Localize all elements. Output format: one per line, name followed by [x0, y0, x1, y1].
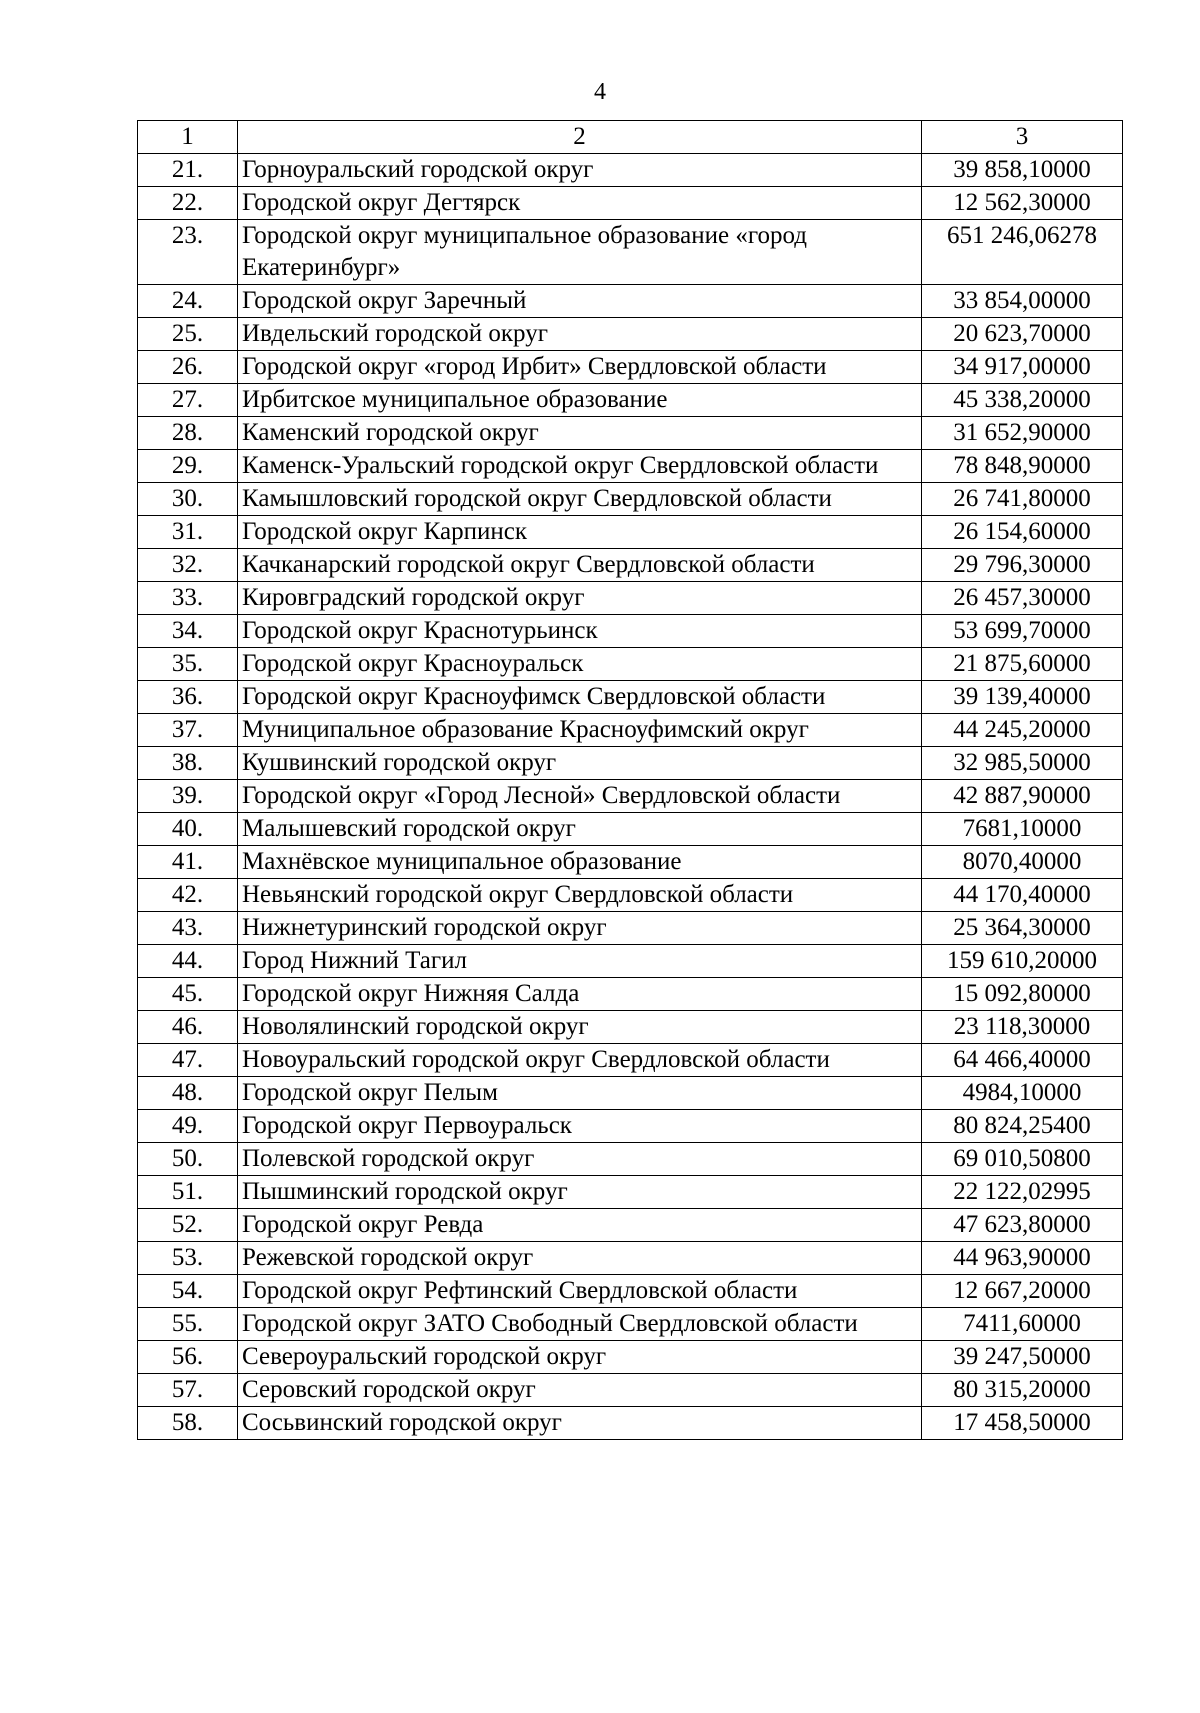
table-row [138, 813, 1123, 846]
amount-value: 42 887,90000 [922, 780, 1123, 813]
municipality-name: Новолялинский городской округ [238, 1011, 922, 1044]
table-row [138, 978, 1123, 1011]
header-col-1: 1 [138, 121, 238, 154]
row-number: 21. [138, 154, 238, 187]
row-number: 54. [138, 1275, 238, 1308]
amount-value: 34 917,00000 [922, 351, 1123, 384]
table-row [138, 1077, 1123, 1110]
amount-value: 44 963,90000 [922, 1242, 1123, 1275]
amount-value: 69 010,50800 [922, 1143, 1123, 1176]
table-row [138, 1044, 1123, 1077]
row-number: 51. [138, 1176, 238, 1209]
table-row [138, 582, 1123, 615]
table-row [138, 549, 1123, 582]
table-row [138, 879, 1123, 912]
row-number: 49. [138, 1110, 238, 1143]
municipality-name: Городской округ Первоуральск [238, 1110, 922, 1143]
table-row [138, 351, 1123, 384]
row-number: 28. [138, 417, 238, 450]
amount-value: 39 858,10000 [922, 154, 1123, 187]
row-number: 23. [138, 220, 238, 285]
row-number: 53. [138, 1242, 238, 1275]
row-number: 36. [138, 681, 238, 714]
municipality-name: Полевской городской округ [238, 1143, 922, 1176]
row-number: 31. [138, 516, 238, 549]
amount-value: 159 610,20000 [922, 945, 1123, 978]
table-row [138, 1176, 1123, 1209]
amount-value: 17 458,50000 [922, 1407, 1123, 1440]
header-col-3: 3 [922, 121, 1123, 154]
table-row [138, 648, 1123, 681]
municipality-name: Город Нижний Тагил [238, 945, 922, 978]
municipality-name: Городской округ ЗАТО Свободный Свердловской области [238, 1308, 922, 1341]
amount-value: 53 699,70000 [922, 615, 1123, 648]
municipality-name: Городской округ «Город Лесной» Свердловской области [238, 780, 922, 813]
amount-value: 78 848,90000 [922, 450, 1123, 483]
table-row [138, 945, 1123, 978]
municipality-name: Каменск-Уральский городской округ Свердловской области [238, 450, 922, 483]
amount-value: 21 875,60000 [922, 648, 1123, 681]
row-number: 42. [138, 879, 238, 912]
table-row [138, 1275, 1123, 1308]
amount-value: 64 466,40000 [922, 1044, 1123, 1077]
row-number: 35. [138, 648, 238, 681]
amount-value: 80 315,20000 [922, 1374, 1123, 1407]
page-number: 4 [594, 79, 606, 105]
row-number: 44. [138, 945, 238, 978]
table-row [138, 615, 1123, 648]
table-row [138, 780, 1123, 813]
municipality-name: Невьянский городской округ Свердловской области [238, 879, 922, 912]
amount-value: 47 623,80000 [922, 1209, 1123, 1242]
row-number: 56. [138, 1341, 238, 1374]
row-number: 52. [138, 1209, 238, 1242]
table-row [138, 483, 1123, 516]
municipality-name: Муниципальное образование Красноуфимский округ [238, 714, 922, 747]
amount-value: 32 985,50000 [922, 747, 1123, 780]
municipality-name: Городской округ Ревда [238, 1209, 922, 1242]
row-number: 40. [138, 813, 238, 846]
row-number: 24. [138, 285, 238, 318]
table-row [138, 747, 1123, 780]
amount-value: 20 623,70000 [922, 318, 1123, 351]
table-row [138, 1209, 1123, 1242]
table-row [138, 1407, 1123, 1440]
allocation-table [137, 120, 1123, 1440]
table-row [138, 516, 1123, 549]
municipality-name: Городской округ Заречный [238, 285, 922, 318]
municipality-name: Городской округ Красноуральск [238, 648, 922, 681]
municipality-name: Махнёвское муниципальное образование [238, 846, 922, 879]
table-row [138, 384, 1123, 417]
table-row [138, 450, 1123, 483]
amount-value: 7681,10000 [922, 813, 1123, 846]
row-number: 41. [138, 846, 238, 879]
municipality-name: Качканарский городской округ Свердловской области [238, 549, 922, 582]
row-number: 37. [138, 714, 238, 747]
header-col-2: 2 [238, 121, 922, 154]
amount-value: 80 824,25400 [922, 1110, 1123, 1143]
row-number: 50. [138, 1143, 238, 1176]
amount-value: 44 170,40000 [922, 879, 1123, 912]
row-number: 38. [138, 747, 238, 780]
amount-value: 12 562,30000 [922, 187, 1123, 220]
amount-value: 26 457,30000 [922, 582, 1123, 615]
table-header-row [138, 121, 1123, 154]
municipality-name: Горноуральский городской округ [238, 154, 922, 187]
amount-value: 22 122,02995 [922, 1176, 1123, 1209]
municipality-name: Городской округ «город Ирбит» Свердловской области [238, 351, 922, 384]
amount-value: 25 364,30000 [922, 912, 1123, 945]
amount-value: 39 139,40000 [922, 681, 1123, 714]
row-number: 22. [138, 187, 238, 220]
amount-value: 33 854,00000 [922, 285, 1123, 318]
municipality-name: Североуральский городской округ [238, 1341, 922, 1374]
row-number: 34. [138, 615, 238, 648]
table-row [138, 1341, 1123, 1374]
amount-value: 8070,40000 [922, 846, 1123, 879]
table-row [138, 1308, 1123, 1341]
amount-value: 15 092,80000 [922, 978, 1123, 1011]
municipality-name: Городской округ Нижняя Салда [238, 978, 922, 1011]
amount-value: 26 154,60000 [922, 516, 1123, 549]
amount-value: 31 652,90000 [922, 417, 1123, 450]
amount-value: 4984,10000 [922, 1077, 1123, 1110]
table-row [138, 1011, 1123, 1044]
municipality-name: Городской округ Карпинск [238, 516, 922, 549]
municipality-name: Серовский городской округ [238, 1374, 922, 1407]
municipality-name: Кировградский городской округ [238, 582, 922, 615]
row-number: 43. [138, 912, 238, 945]
table-row [138, 285, 1123, 318]
amount-value: 12 667,20000 [922, 1275, 1123, 1308]
table-row [138, 1143, 1123, 1176]
table-row [138, 1242, 1123, 1275]
table-body [138, 154, 1123, 1440]
municipality-name: Ирбитское муниципальное образование [238, 384, 922, 417]
row-number: 25. [138, 318, 238, 351]
municipality-name: Малышевский городской округ [238, 813, 922, 846]
row-number: 27. [138, 384, 238, 417]
municipality-name: Городской округ Пелым [238, 1077, 922, 1110]
municipality-name: Городской округ Краснотурьинск [238, 615, 922, 648]
table-row [138, 681, 1123, 714]
row-number: 30. [138, 483, 238, 516]
amount-value: 26 741,80000 [922, 483, 1123, 516]
municipality-name: Городской округ муниципальное образование «город Екатеринбург» [238, 220, 922, 285]
table-row [138, 714, 1123, 747]
municipality-name: Ивдельский городской округ [238, 318, 922, 351]
row-number: 46. [138, 1011, 238, 1044]
table-row [138, 912, 1123, 945]
table-row [138, 154, 1123, 187]
municipality-name: Каменский городской округ [238, 417, 922, 450]
row-number: 39. [138, 780, 238, 813]
municipality-name: Кушвинский городской округ [238, 747, 922, 780]
amount-value: 651 246,06278 [922, 220, 1123, 285]
amount-value: 39 247,50000 [922, 1341, 1123, 1374]
municipality-name: Нижнетуринский городской округ [238, 912, 922, 945]
municipality-name: Режевской городской округ [238, 1242, 922, 1275]
amount-value: 44 245,20000 [922, 714, 1123, 747]
amount-value: 7411,60000 [922, 1308, 1123, 1341]
row-number: 48. [138, 1077, 238, 1110]
amount-value: 23 118,30000 [922, 1011, 1123, 1044]
table-row [138, 187, 1123, 220]
row-number: 45. [138, 978, 238, 1011]
municipality-name: Камышловский городской округ Свердловской области [238, 483, 922, 516]
municipality-name: Городской округ Рефтинский Свердловской области [238, 1275, 922, 1308]
row-number: 32. [138, 549, 238, 582]
row-number: 58. [138, 1407, 238, 1440]
row-number: 33. [138, 582, 238, 615]
table-row [138, 220, 1123, 285]
table-row [138, 1110, 1123, 1143]
row-number: 26. [138, 351, 238, 384]
table-row [138, 318, 1123, 351]
row-number: 29. [138, 450, 238, 483]
table-row [138, 417, 1123, 450]
municipality-name: Пышминский городской округ [238, 1176, 922, 1209]
municipality-name: Новоуральский городской округ Свердловской области [238, 1044, 922, 1077]
table-row [138, 1374, 1123, 1407]
municipality-name: Городской округ Красноуфимск Свердловской области [238, 681, 922, 714]
row-number: 57. [138, 1374, 238, 1407]
row-number: 47. [138, 1044, 238, 1077]
table-row [138, 846, 1123, 879]
row-number: 55. [138, 1308, 238, 1341]
municipality-name: Городской округ Дегтярск [238, 187, 922, 220]
amount-value: 45 338,20000 [922, 384, 1123, 417]
municipality-name: Сосьвинский городской округ [238, 1407, 922, 1440]
amount-value: 29 796,30000 [922, 549, 1123, 582]
